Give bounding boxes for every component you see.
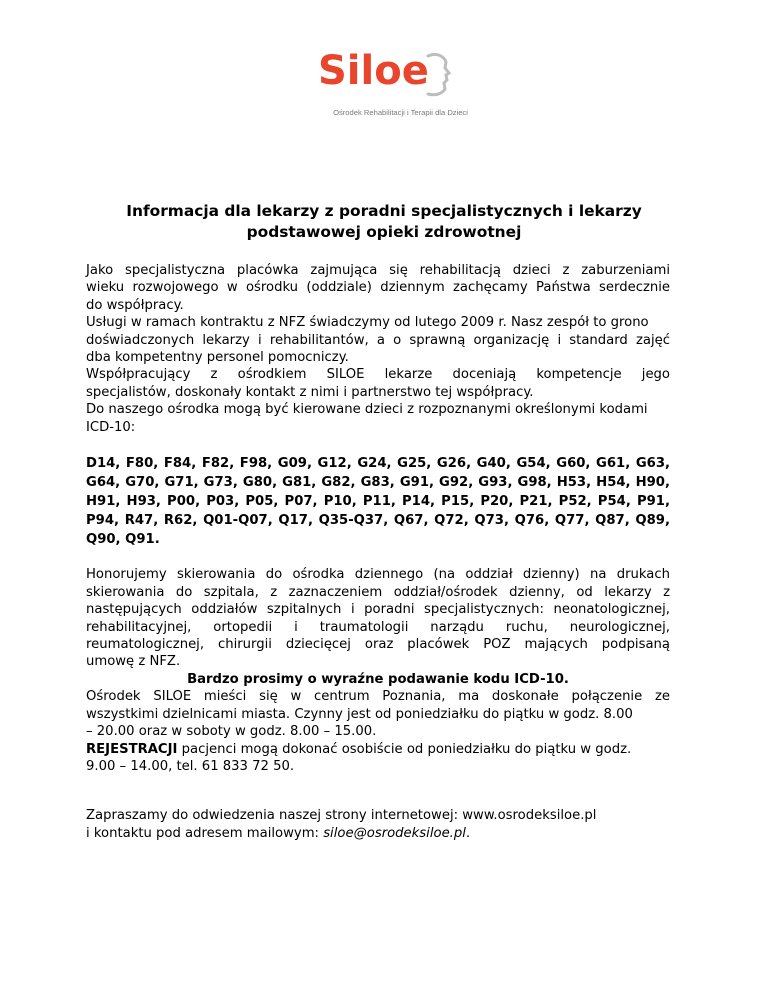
contact-email-line: i kontaktu pod adresem mailowym: siloe@osrodeksiloe.pl.: [86, 825, 471, 841]
logo: [300, 42, 470, 128]
referrals-line: reumatologicznej, chirurgii dziecięcej oraz placówek POZ mających podpisaną: [86, 637, 670, 653]
codes-line: P94, R47, R62, Q01-Q07, Q17, Q35-Q37, Q67, Q72, Q73, Q76, Q77, Q87, Q89,: [86, 513, 670, 529]
referrals-line: umowę z NFZ.: [86, 654, 181, 670]
title-line-1: Informacja dla lekarzy z poradni specjalistycznych i lekarzy: [126, 202, 642, 220]
intro-line: do współpracy.: [86, 297, 184, 313]
referrals-line: następujących oddziałów szpitalnych i poradni specjalistycznych: neonatologicznej,: [86, 602, 670, 618]
intro-line: specjalistów, doskonały kontakt z nimi i partnerstwo tej współpracy.: [86, 384, 534, 400]
location-line: wszystkimi dzielnicami miasta. Czynny jest od poniedziałku do piątku w godz. 8.00: [86, 706, 633, 722]
icd-codes: [86, 454, 670, 549]
location-line: – 20.00 oraz w soboty w godz. 8.00 – 15.00.: [86, 724, 377, 740]
icd-request: Bardzo prosimy o wyraźne podawanie kodu ICD-10.: [187, 671, 569, 687]
page-title: [80, 201, 688, 243]
codes-line: H91, H93, P00, P03, P05, P07, P10, P11, P14, P15, P20, P21, P52, P54, P91,: [86, 494, 670, 510]
intro-line: Jako specjalistyczna placówka zajmująca się rehabilitacją dzieci z zaburzeniami: [86, 263, 670, 278]
siloe-logo-mark: [300, 42, 470, 108]
referrals-line: rehabilitacyjnej, ortopedii i traumatologii narządu ruchu, neurologicznej,: [86, 619, 670, 635]
profile-icon: [428, 54, 449, 94]
intro-line: Współpracujący z ośrodkiem SILOE lekarze doceniają kompetencje jego: [86, 367, 670, 383]
codes-line: Q90, Q91.: [86, 532, 160, 548]
registration-line: 9.00 – 14.00, tel. 61 833 72 50.: [86, 758, 295, 774]
intro-line: ICD-10:: [86, 419, 136, 435]
registration-line: REJESTRACJI pacjenci mogą dokonać osobiście od poniedziałku do piątku w godz.: [86, 741, 632, 757]
location-line: Ośrodek SILOE mieści się w centrum Poznania, ma doskonałe połączenie ze: [86, 689, 670, 705]
referrals-line: skierowania do szpitala, z zaznaczeniem oddział/ośrodek dzienny, od lekarzy z: [86, 584, 670, 600]
intro-line: wieku rozwojowego w ośrodku (oddziale) dziennym zachęcamy Państwa serdecznie: [86, 280, 670, 296]
logo-tagline: Ośrodek Rehabilitacji i Terapii dla Dzieci: [333, 108, 468, 117]
registration-label: REJESTRACJI: [86, 741, 178, 757]
referrals-line: Honorujemy skierowania do ośrodka dziennego (na oddział dzienny) na drukach: [86, 567, 670, 583]
contact-website: Zapraszamy do odwiedzenia naszej strony internetowej: www.osrodeksiloe.pl: [86, 808, 597, 824]
title-line-2: podstawowej opieki zdrowotnej: [246, 223, 522, 241]
intro-line: dba kompetentny personel pomocniczy.: [86, 350, 349, 366]
document-body: [86, 262, 670, 842]
logo-name: Siloe: [318, 48, 429, 94]
intro-line: Usługi w ramach kontraktu z NFZ świadczymy od lutego 2009 r. Nasz zespół to grono: [86, 315, 649, 331]
codes-line: G64, G70, G71, G73, G80, G81, G82, G83, G91, G92, G93, G98, H53, H54, H90,: [86, 475, 670, 491]
intro-line: Do naszego ośrodka mogą być kierowane dzieci z rozpoznanymi określonymi kodami: [86, 402, 648, 418]
email-address: siloe@osrodeksiloe.pl: [323, 825, 466, 841]
codes-line: D14, F80, F84, F82, F98, G09, G12, G24, G25, G26, G40, G54, G60, G61, G63,: [86, 456, 670, 472]
intro-line: doświadczonych lekarzy i rehabilitantów, a o sprawną organizację i standard zajęć: [86, 332, 670, 348]
